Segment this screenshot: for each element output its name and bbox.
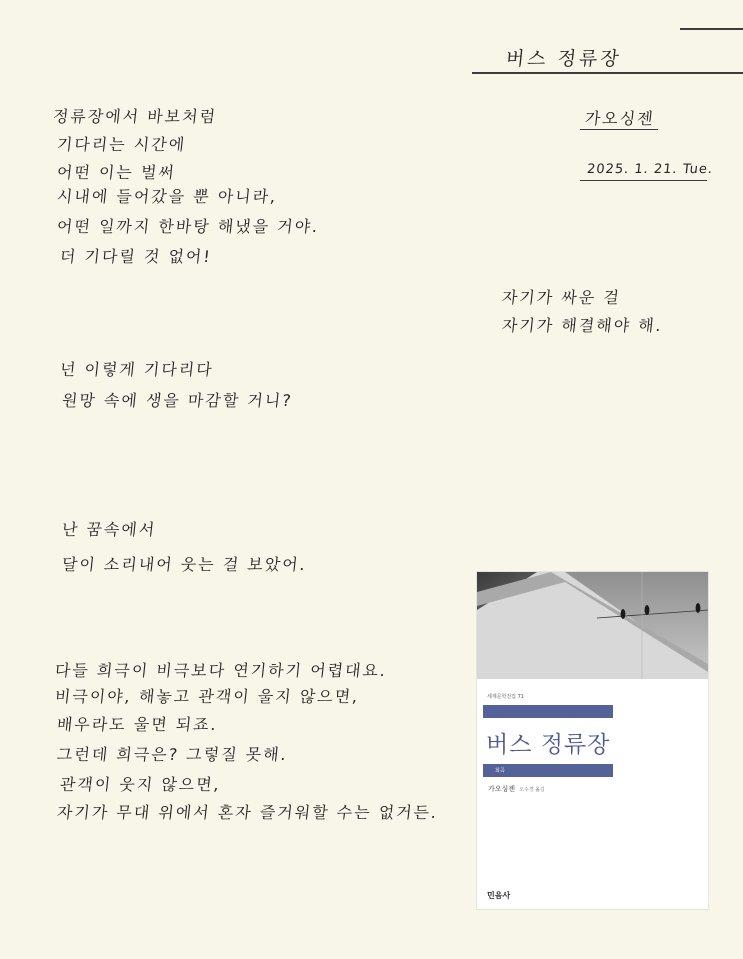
cover-band-top [483,705,613,718]
book-cover-image [477,572,708,909]
page-title: 버스 정류장 [504,48,623,70]
text-line: 다들 희극이 비극보다 연기하기 어렵대요. [53,661,389,680]
date-underline [580,180,707,181]
cover-translator: 오수경 옮김 [519,787,545,793]
text-line: 정류장에서 바보처럼 [51,107,219,126]
text-line: 자기가 해결해야 해. [500,316,664,335]
cover-genre-tag: 희곡 [495,768,505,774]
cover-photo-birds-on-wire [477,572,708,679]
author-underline [580,129,658,130]
cover-publisher: 민음사 [487,891,511,900]
text-line: 어떤 이는 벌써 [55,163,177,182]
text-line: 어떤 일까지 한바탕 해냈을 거야. [55,217,321,236]
text-line: 달이 소리내어 웃는 걸 보았어. [60,555,308,574]
date: 2025. 1. 21. Tue. [586,162,714,177]
text-line: 넌 이렇게 기다리다 [58,360,215,379]
text-line: 관객이 웃지 않으면, [58,775,222,794]
cover-title: 버스 정류장 [486,732,611,758]
top-right-rule [680,28,743,30]
cover-author [488,784,545,794]
text-line: 비극이야, 해놓고 관객이 울지 않으면, [53,687,361,706]
text-line: 자기가 싸운 걸 [500,288,622,307]
text-line: 자기가 무대 위에서 혼자 즐거워할 수는 없거든. [55,803,440,822]
text-line: 원망 속에 생을 마감할 거니? [60,391,294,410]
text-line: 더 기다릴 것 없어! [58,247,213,266]
cover-author-name: 가오싱젠 [488,785,516,793]
text-line: 시내에 들어갔을 뿐 아니라, [55,187,279,206]
text-line: 기다리는 시간에 [55,135,188,154]
text-line: 배우라도 울면 되죠. [55,715,219,734]
author-name: 가오싱젠 [583,109,656,128]
title-underline [472,72,743,74]
text-line: 난 꿈속에서 [60,520,158,539]
text-line: 그런데 희극은? 그렇질 못해. [55,745,289,764]
cover-series: 세계문학전집 71 [487,694,524,700]
